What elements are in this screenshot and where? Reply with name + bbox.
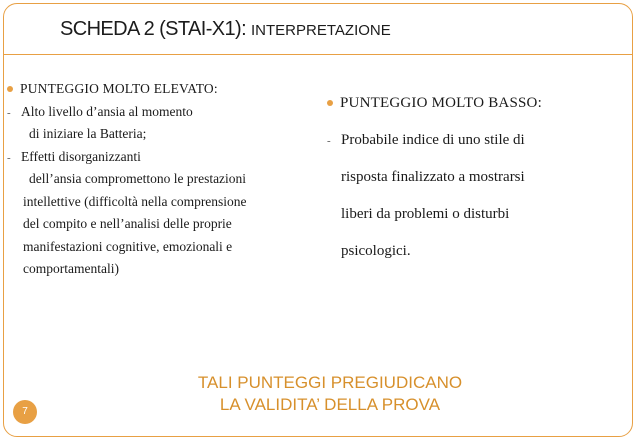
left-column: [7, 78, 307, 281]
slide-title: [60, 18, 391, 41]
title-sub: INTERPRETAZIONE: [251, 22, 391, 39]
right-column: [327, 90, 627, 265]
dash-icon: -: [7, 106, 11, 119]
list-item: comportamentali): [23, 261, 119, 276]
bullet-icon: [7, 86, 13, 92]
title-main: SCHEDA 2 (STAI-X1):: [60, 18, 252, 40]
list-item: di iniziare la Batteria;: [29, 126, 147, 141]
footer-line-2: LA VALIDITA’ DELLA PROVA: [219, 395, 441, 414]
dash-icon: -: [327, 135, 331, 147]
dash-icon: -: [7, 151, 11, 164]
right-heading: PUNTEGGIO MOLTO BASSO:: [327, 90, 627, 117]
list-item: manifestazioni cognitive, emozionali e: [23, 238, 233, 254]
list-item: dell’ansia compromettono le prestazioni: [29, 171, 247, 186]
list-item: liberi da problemi o disturbi: [341, 206, 510, 222]
footer-note: [150, 372, 510, 416]
bullet-icon: [327, 100, 333, 106]
footer-line-1: TALI PUNTEGGI PREGIUDICANO: [197, 373, 463, 392]
list-item: - Probabile indice di uno stile di: [327, 127, 627, 154]
list-item: psicologici.: [341, 243, 411, 259]
title-bar: [3, 3, 633, 55]
list-item: - Alto livello d’ansia al momento: [7, 101, 307, 124]
page-number: 7: [13, 400, 37, 424]
list-item: - Effetti disorganizzanti: [7, 146, 307, 169]
left-heading: PUNTEGGIO MOLTO ELEVATO:: [7, 78, 307, 101]
list-item: risposta finalizzato a mostrarsi: [341, 169, 525, 185]
list-item: del compito e nell’analisi delle proprie: [23, 216, 232, 231]
list-item: intellettive (difficoltà nella comprensione: [23, 193, 247, 209]
